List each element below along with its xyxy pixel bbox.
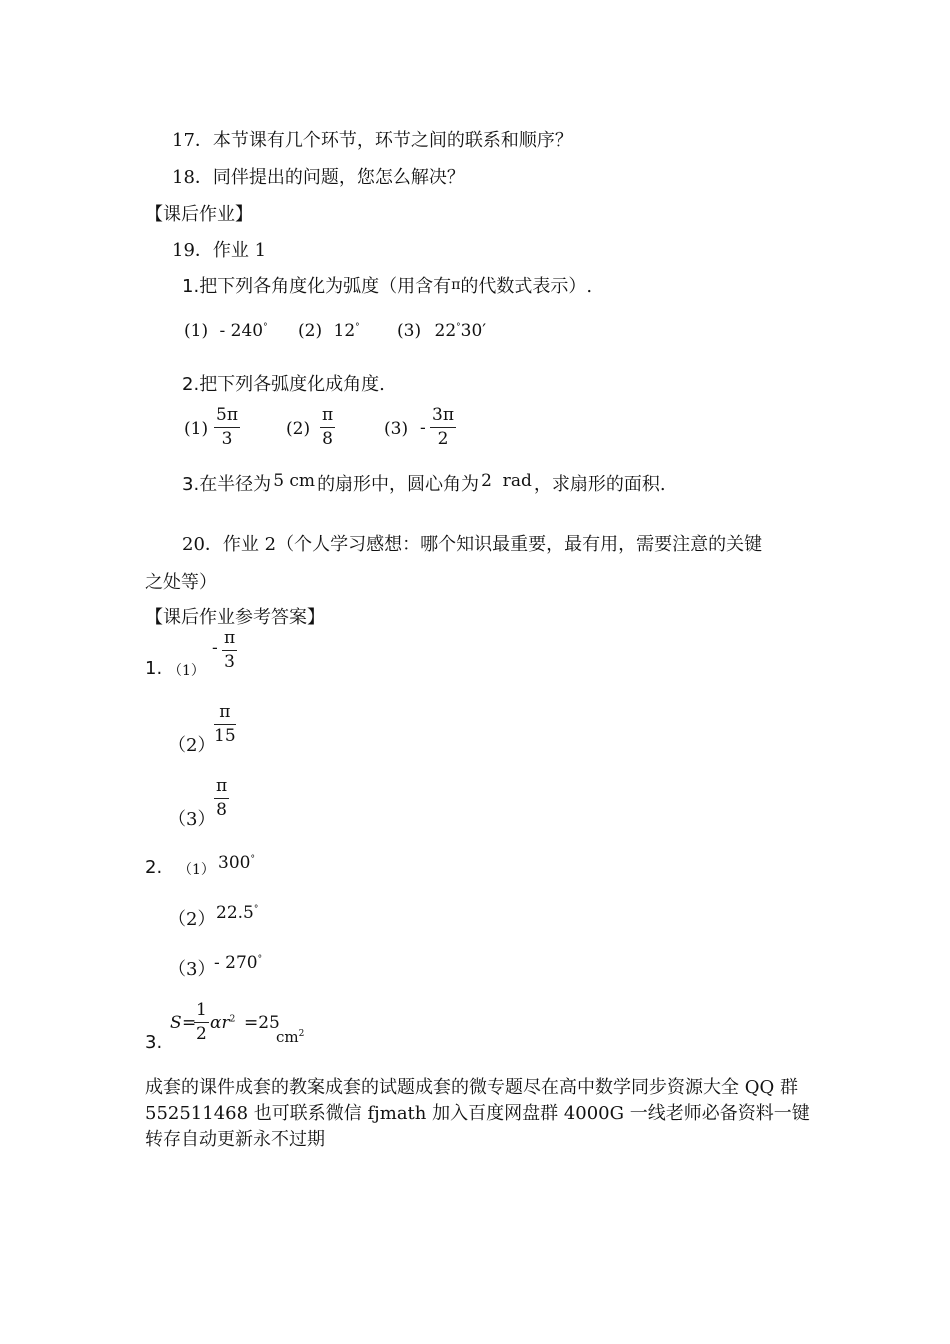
minute-symbol: ′ — [482, 321, 487, 341]
answer-1-fraction-1 — [222, 630, 237, 671]
angle-value: 300 — [218, 853, 251, 873]
answer-2-number: 2. — [145, 857, 163, 878]
answer-2-value-3 — [214, 953, 262, 973]
alpha-symbol: α — [210, 1013, 222, 1033]
angle-value: 240 — [230, 321, 264, 341]
problem-3-text-b: 的扇形中，圆心角为 — [317, 474, 480, 495]
answer-2-value-1 — [218, 853, 255, 873]
problem-2-number: 2. — [182, 374, 200, 395]
numerator: π — [224, 628, 236, 648]
problem-1-text-a: 把下列各角度化为弧度（用含有 — [199, 276, 452, 297]
answer-3-number: 3. — [145, 1032, 163, 1053]
formula-result: =25 — [244, 1013, 280, 1033]
denominator: 3 — [224, 652, 235, 672]
problem-3-text-c: ，求扇形的面积. — [533, 474, 666, 495]
problem-2-text: 把下列各弧度化成角度. — [199, 374, 385, 395]
problem-3 — [182, 470, 666, 496]
degree-symbol: ° — [263, 322, 268, 333]
problem-1-item-2 — [298, 321, 360, 341]
problem-2-label-2: (2) — [286, 419, 311, 439]
fraction-5pi-over-3 — [214, 407, 240, 448]
angle-value: - 270 — [214, 953, 258, 973]
answer-2-value-2 — [216, 903, 258, 923]
item-label: (2) — [298, 321, 323, 341]
answer-1-fraction-3 — [214, 778, 229, 819]
degree-symbol: ° — [253, 904, 259, 915]
homework-heading: 【课后作业】 — [145, 204, 253, 225]
problem-1-number: 1. — [182, 276, 200, 297]
degree-symbol: ° — [355, 322, 360, 333]
minute-value: 30 — [460, 321, 483, 341]
denominator: 8 — [322, 429, 333, 449]
unit-text: cm — [276, 1028, 299, 1046]
numerator: 5π — [216, 405, 238, 425]
problem-3-text-a: 在半径为 — [199, 474, 272, 495]
numerator: π — [216, 776, 228, 796]
degree-symbol: ° — [257, 954, 263, 965]
problem-2-label-1: (1) — [184, 419, 209, 439]
question-18: 18．同伴提出的问题，您怎么解决？ — [172, 167, 465, 188]
degree-symbol: ° — [456, 322, 461, 333]
problem-1-text-b: 的代数式表示）. — [460, 276, 593, 297]
denominator: 2 — [437, 429, 449, 449]
pi-symbol: π — [451, 277, 461, 293]
problem-3-number: 3. — [182, 474, 200, 495]
numerator: 3π — [432, 405, 454, 425]
radius-value: 5 cm — [273, 471, 316, 491]
formula-half — [194, 1002, 209, 1043]
homework-2-line-1: 20．作业 2（个人学习感想：哪个知识最重要，最有用，需要注意的关键 — [182, 534, 763, 555]
angle-value: 2 rad — [481, 471, 532, 491]
degree-value: 22 — [434, 321, 457, 341]
answer-1-label-3: （3） — [168, 809, 216, 830]
minus-sign: - — [212, 638, 218, 658]
homework-2-line-2: 之处等） — [145, 572, 217, 593]
footer-promo: 成套的课件成套的教案成套的试题成套的微专题尽在高中数学同步资源大全 QQ 群 552511468 也可联系微信 fjmath 加入百度网盘群 4000G 一线老师必备资料一键转存自动更新永不过期 — [145, 1077, 810, 1150]
numerator: π — [322, 405, 334, 425]
answer-2-label-3: （3） — [168, 959, 216, 980]
radius-symbol: r — [221, 1013, 230, 1033]
angle-value: 22.5 — [216, 903, 254, 923]
problem-2-label-3: (3) — [384, 419, 409, 439]
numerator: 1 — [196, 1000, 207, 1020]
degree-symbol: ° — [250, 854, 255, 865]
problem-1-item-3 — [397, 321, 486, 341]
numerator: π — [219, 702, 231, 722]
answer-1-number: 1. — [145, 658, 163, 679]
problem-1-item-1 — [184, 321, 268, 341]
item-label: (3) — [397, 321, 422, 341]
formula-equals: = — [182, 1013, 197, 1033]
answers-heading: 【课后作业参考答案】 — [145, 607, 325, 628]
answer-2-label-2: （2） — [168, 909, 216, 930]
angle-value: 12 — [333, 321, 356, 341]
answer-1-label-1: （1） — [168, 663, 205, 679]
minus-sign: - — [219, 321, 226, 341]
answer-1-label-2: （2） — [168, 735, 216, 756]
denominator: 15 — [214, 726, 236, 746]
problem-1 — [182, 272, 592, 298]
square-exponent: 2 — [229, 1014, 236, 1025]
answer-1-fraction-2 — [214, 704, 236, 745]
formula-lhs: S — [170, 1013, 182, 1033]
fraction-3pi-over-2 — [430, 407, 456, 448]
formula-alpha-r — [210, 1013, 235, 1033]
denominator: 3 — [221, 429, 233, 449]
problem-2 — [182, 370, 385, 396]
item-label: (1) — [184, 321, 209, 341]
denominator: 2 — [196, 1024, 207, 1044]
unit-exponent: 2 — [298, 1029, 305, 1039]
formula-unit — [276, 1028, 304, 1046]
homework-1-title: 19．作业 1 — [172, 240, 267, 261]
answer-2-label-1: （1） — [178, 862, 215, 878]
denominator: 8 — [216, 800, 227, 820]
fraction-pi-over-8 — [320, 407, 335, 448]
minus-sign: - — [420, 418, 426, 438]
question-17: 17．本节课有几个环节，环节之间的联系和顺序？ — [172, 130, 573, 151]
